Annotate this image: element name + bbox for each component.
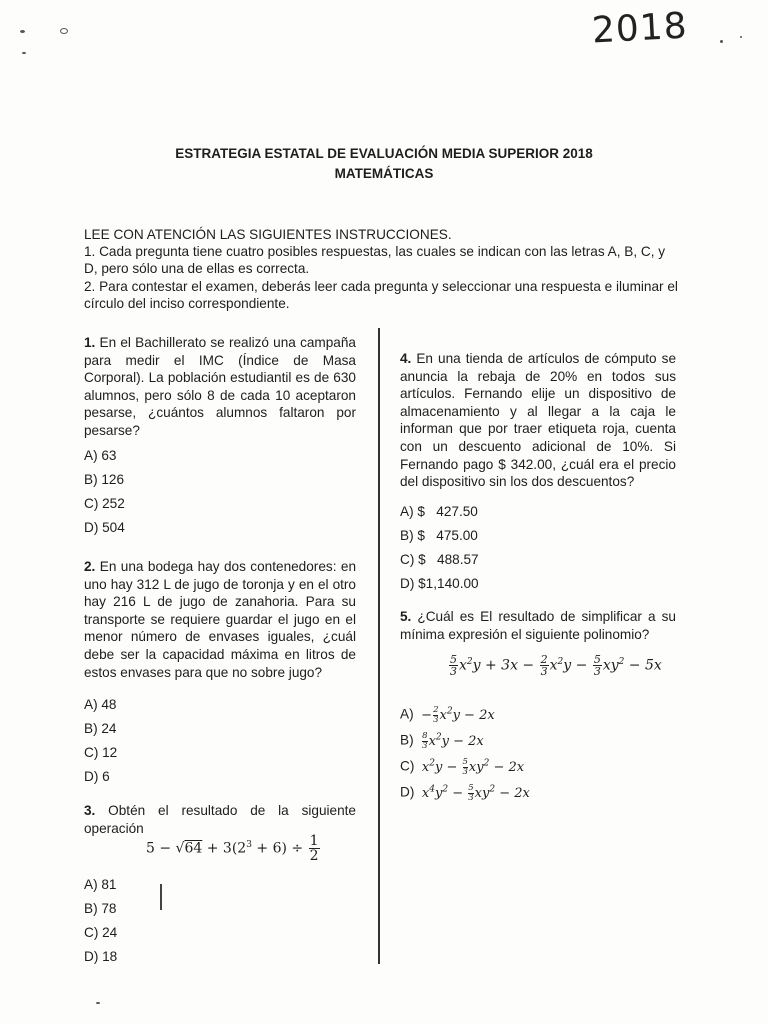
option-a[interactable]: A) $ 427.50 bbox=[400, 504, 478, 519]
option-a[interactable]: A) − $\frac{2}{3}$ $x^2y - 2x$ bbox=[400, 705, 495, 725]
formula-q5: $\frac{5}{3}$ $x^2y + 3x$ − $\frac{2}{3}$ $x^2y$ − $\frac{5}{3}$ $xy^2 - 5x$ bbox=[450, 653, 662, 678]
option-c[interactable]: C) $ 488.57 bbox=[400, 552, 479, 567]
question-text: En el Bachillerato se realizó una campaña para medir el IMC (Índice de Masa Corporal). La población estudiantil es de 630 alumnos, pero sólo 8 de cada 10 aceptaron pesarse, ¿cuántos alumnos faltaron por pesarse? bbox=[84, 335, 356, 438]
question-number: 4. bbox=[400, 351, 412, 366]
option-c[interactable]: C) 24 bbox=[84, 925, 118, 940]
option-c[interactable]: C) 12 bbox=[84, 745, 118, 760]
instruction-2: 2. Para contestar el examen, deberás leer cada pregunta y seleccionar una respuesta e iluminar el círculo del inciso correspondiente. bbox=[84, 279, 678, 311]
option-d[interactable]: D) $1,140.00 bbox=[400, 576, 479, 591]
instruction-1: 1. Cada pregunta tiene cuatro posibles respuestas, las cuales se indican con las letras A, B, C, y D, pero sólo una de ellas es correcta. bbox=[84, 244, 666, 276]
exam-title: ESTRATEGIA ESTATAL DE EVALUACIÓN MEDIA SUPERIOR 2018 bbox=[175, 146, 593, 161]
question-3 bbox=[84, 802, 356, 837]
scan-speck bbox=[20, 30, 25, 33]
option-d[interactable]: D) 18 bbox=[84, 949, 118, 964]
option-c[interactable]: C) 252 bbox=[84, 496, 125, 511]
column-divider bbox=[378, 328, 380, 964]
scan-speck bbox=[60, 28, 68, 34]
option-b[interactable]: B) 24 bbox=[84, 721, 117, 736]
option-c[interactable]: C) $x^2y$ − $\frac{5}{3}$ $xy^2 - 2x$ bbox=[400, 757, 525, 777]
option-b[interactable]: B) 126 bbox=[84, 472, 125, 487]
question-number: 3. bbox=[84, 803, 96, 818]
option-b[interactable]: B) $ 475.00 bbox=[400, 528, 478, 543]
scan-speck bbox=[720, 40, 723, 43]
subject-title: MATEMÁTICAS bbox=[334, 166, 434, 181]
question-number: 1. bbox=[84, 335, 96, 350]
question-text: En una tienda de artículos de cómputo se anuncia la rebaja de 20% en todos sus artículos. Fernando elije un dispositivo de almacenamiento y al llegar a la caja le informan que por traer etiqueta roja, cuenta con un descuento adicional de 10%. Si Fernando pago $ 342.00, ¿cuál era el precio del dispositivo sin los dos descuentos? bbox=[400, 351, 676, 490]
option-d[interactable]: D) $x^4y^2$ − $\frac{5}{3}$ $xy^2 - 2x$ bbox=[400, 783, 530, 803]
question-text: ¿Cuál es El resultado de simplificar a su mínima expresión el siguiente polinomio? bbox=[400, 609, 676, 642]
formula-q3: $5 - √64 + 3(2^3 + 6)$ ÷ $\frac{1}{2}$ bbox=[146, 833, 319, 864]
question-text: Obtén el resultado de la siguiente operación bbox=[84, 803, 356, 836]
option-b[interactable]: B) $\frac{8}{3}$ $x^2y - 2x$ bbox=[400, 731, 484, 751]
option-a[interactable]: A) 63 bbox=[84, 448, 117, 463]
question-number: 2. bbox=[84, 559, 96, 574]
scan-speck bbox=[740, 36, 742, 38]
option-d[interactable]: D) 6 bbox=[84, 769, 110, 784]
option-d[interactable]: D) 504 bbox=[84, 520, 125, 535]
question-number: 5. bbox=[400, 609, 412, 624]
question-1 bbox=[84, 334, 356, 440]
option-b[interactable]: B) 78 bbox=[84, 901, 117, 916]
pencil-mark bbox=[160, 884, 162, 910]
question-text: En una bodega hay dos contenedores: en uno hay 312 L de jugo de toronja y en el otro hay 216 L de jugo de zanahoria. Para su transporte se requiere guardar el jugo en el menor número de envases iguales, ¿cuál debe ser la capacidad máxima en litros de estos envases para que no sobre jugo? bbox=[84, 559, 356, 680]
option-a[interactable]: A) 81 bbox=[84, 877, 117, 892]
option-a[interactable]: A) 48 bbox=[84, 697, 117, 712]
instructions-title: LEE CON ATENCIÓN LAS SIGUIENTES INSTRUCCIONES. bbox=[84, 227, 452, 242]
handwritten-year: 2018 bbox=[590, 5, 689, 52]
question-4 bbox=[400, 350, 676, 491]
scan-speck bbox=[96, 1002, 100, 1004]
question-5 bbox=[400, 608, 676, 643]
question-2 bbox=[84, 558, 356, 681]
scan-speck bbox=[22, 52, 26, 54]
